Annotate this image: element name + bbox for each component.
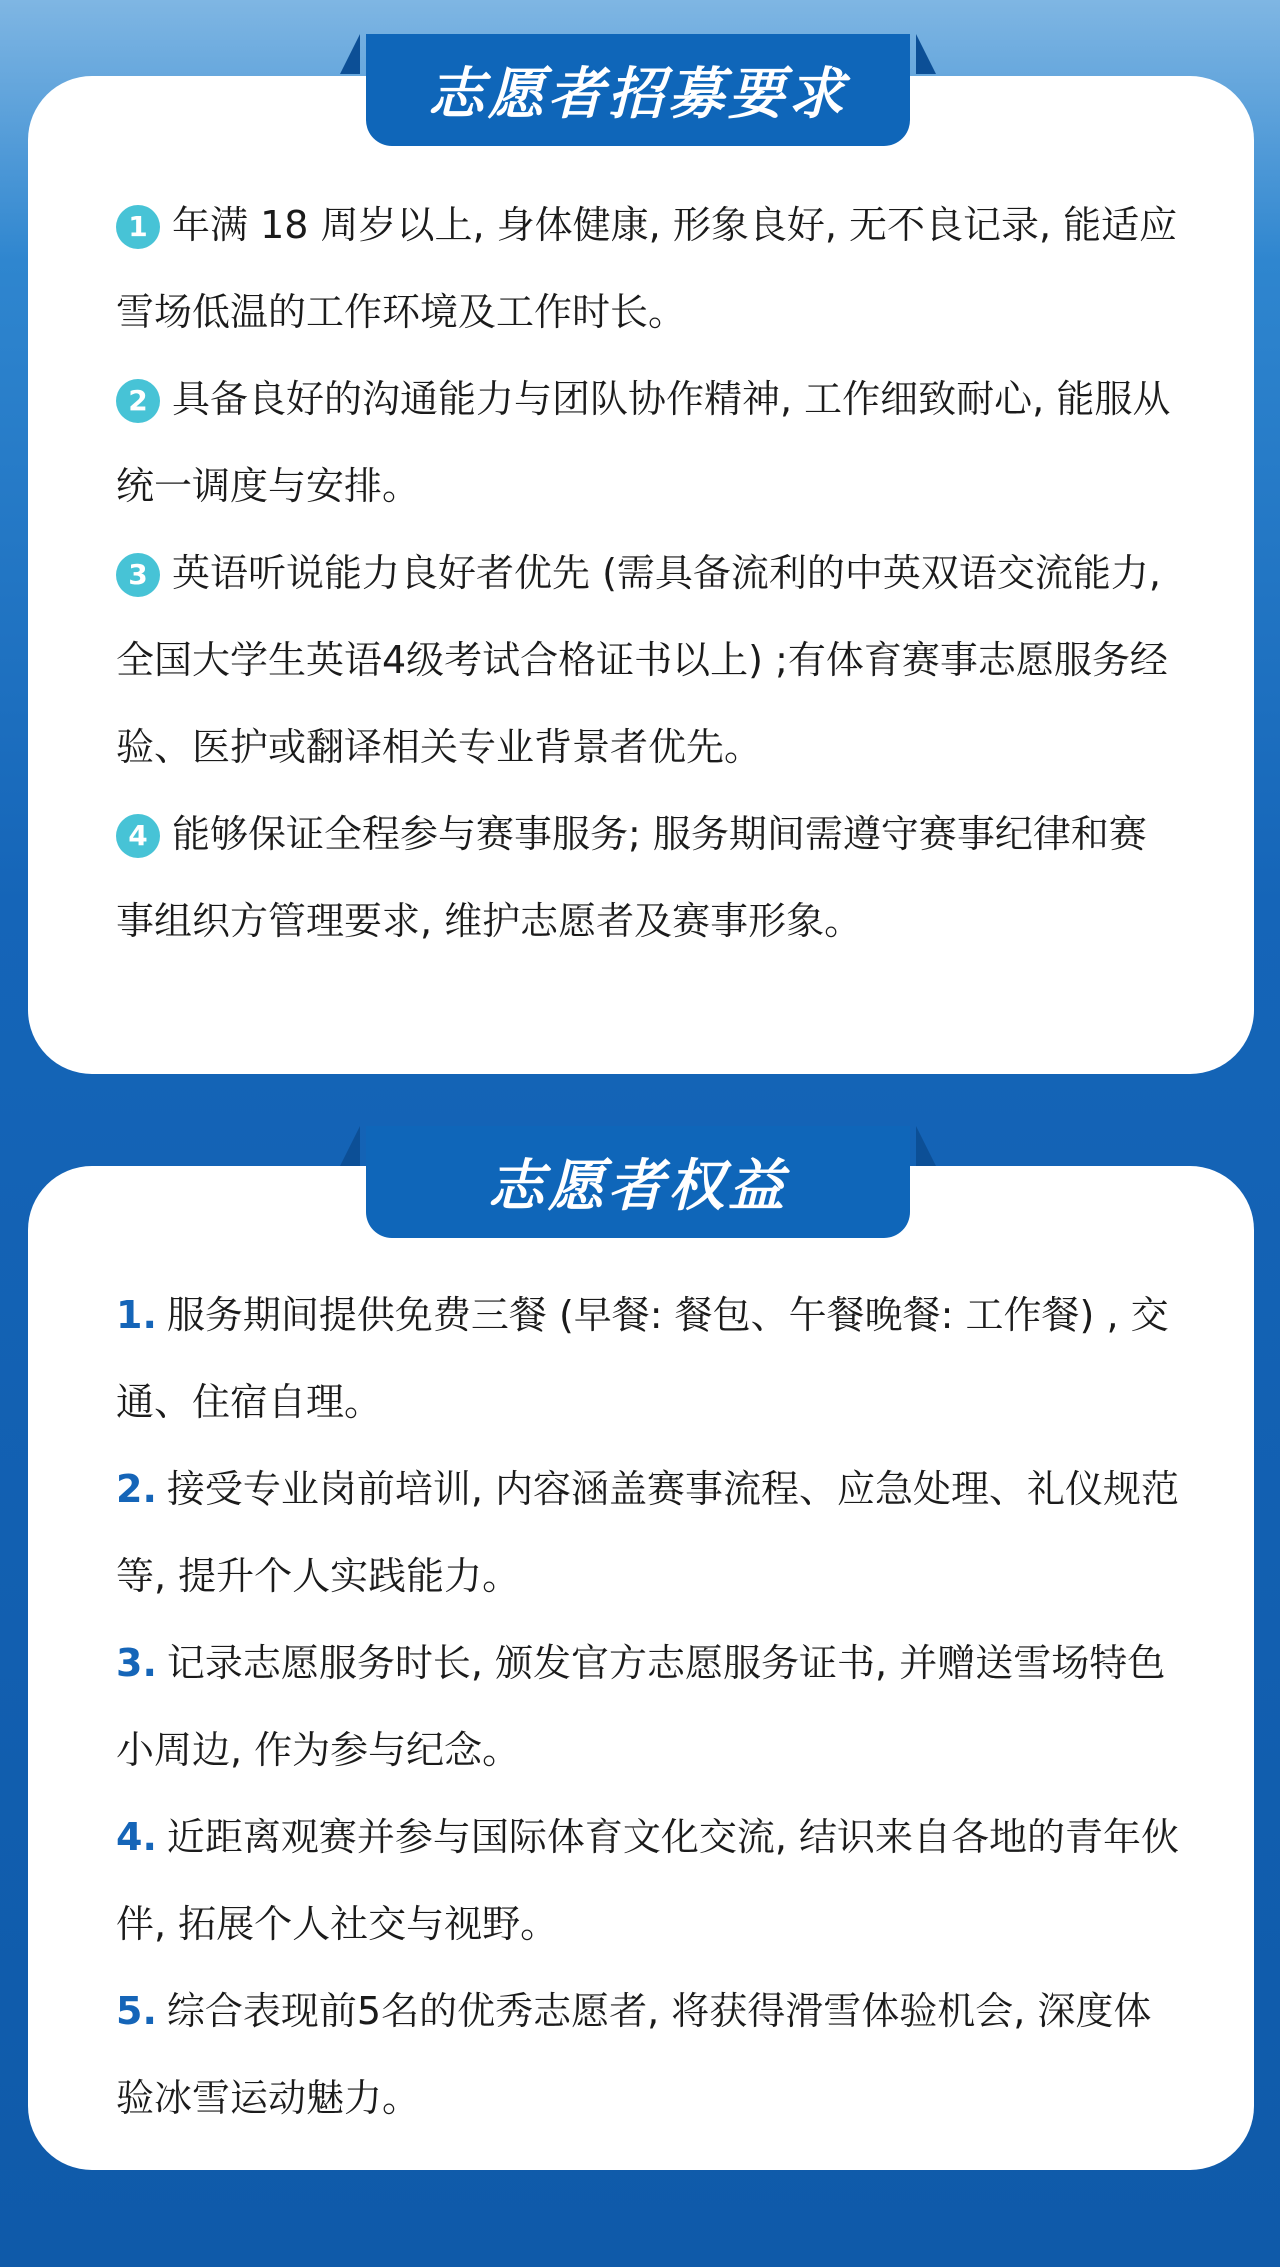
requirements-title: 志愿者招募要求 <box>428 62 848 127</box>
requirement-text: 能够保证全程参与赛事服务; 服务期间需遵守赛事纪律和赛事组织方管理要求, 维护志愿者及赛事形象。 <box>116 812 1147 943</box>
requirements-list <box>116 182 1184 965</box>
ribbon-fold-right <box>916 34 936 74</box>
item-number: 4. <box>116 1815 157 1859</box>
ribbon-fold-right <box>916 1126 936 1166</box>
requirement-item <box>116 182 1184 356</box>
requirements-header <box>340 34 936 146</box>
benefit-item <box>116 1272 1184 1446</box>
benefits-title: 志愿者权益 <box>488 1154 788 1219</box>
benefit-text: 记录志愿服务时长, 颁发官方志愿服务证书, 并赠送雪场特色小周边, 作为参与纪念。 <box>116 1641 1166 1772</box>
benefit-item <box>116 1794 1184 1968</box>
requirements-tab <box>366 34 910 146</box>
requirement-item <box>116 530 1184 791</box>
number-badge: 3 <box>116 553 160 597</box>
item-number: 2. <box>116 1467 157 1511</box>
benefit-text: 综合表现前5名的优秀志愿者, 将获得滑雪体验机会, 深度体验冰雪运动魅力。 <box>116 1989 1152 2120</box>
benefit-text: 近距离观赛并参与国际体育文化交流, 结识来自各地的青年伙伴, 拓展个人社交与视野。 <box>116 1815 1180 1946</box>
requirement-item <box>116 356 1184 530</box>
number-badge: 2 <box>116 379 160 423</box>
item-number: 3. <box>116 1641 157 1685</box>
benefit-item <box>116 1620 1184 1794</box>
number-badge: 1 <box>116 205 160 249</box>
ribbon-fold-left <box>340 34 360 74</box>
benefits-header <box>340 1126 936 1238</box>
requirement-text: 具备良好的沟通能力与团队协作精神, 工作细致耐心, 能服从统一调度与安排。 <box>116 377 1171 508</box>
benefit-item <box>116 1968 1184 2142</box>
requirement-text: 英语听说能力良好者优先 (需具备流利的中英双语交流能力, 全国大学生英语4级考试合格证书以上) ;有体育赛事志愿服务经验、医护或翻译相关专业背景者优先。 <box>116 551 1168 769</box>
benefit-item <box>116 1446 1184 1620</box>
benefits-panel <box>28 1166 1254 2170</box>
requirement-text: 年满 18 周岁以上, 身体健康, 形象良好, 无不良记录, 能适应雪场低温的工作环境及工作时长。 <box>116 203 1178 334</box>
item-number: 5. <box>116 1989 157 2033</box>
ribbon-fold-left <box>340 1126 360 1166</box>
benefit-text: 接受专业岗前培训, 内容涵盖赛事流程、应急处理、礼仪规范等, 提升个人实践能力。 <box>116 1467 1180 1598</box>
benefit-text: 服务期间提供免费三餐 (早餐: 餐包、午餐晚餐: 工作餐) , 交通、住宿自理。 <box>116 1293 1169 1424</box>
number-badge: 4 <box>116 814 160 858</box>
requirement-item <box>116 791 1184 965</box>
benefits-tab <box>366 1126 910 1238</box>
requirements-panel <box>28 76 1254 1074</box>
item-number: 1. <box>116 1293 157 1337</box>
benefits-list <box>116 1272 1184 2142</box>
